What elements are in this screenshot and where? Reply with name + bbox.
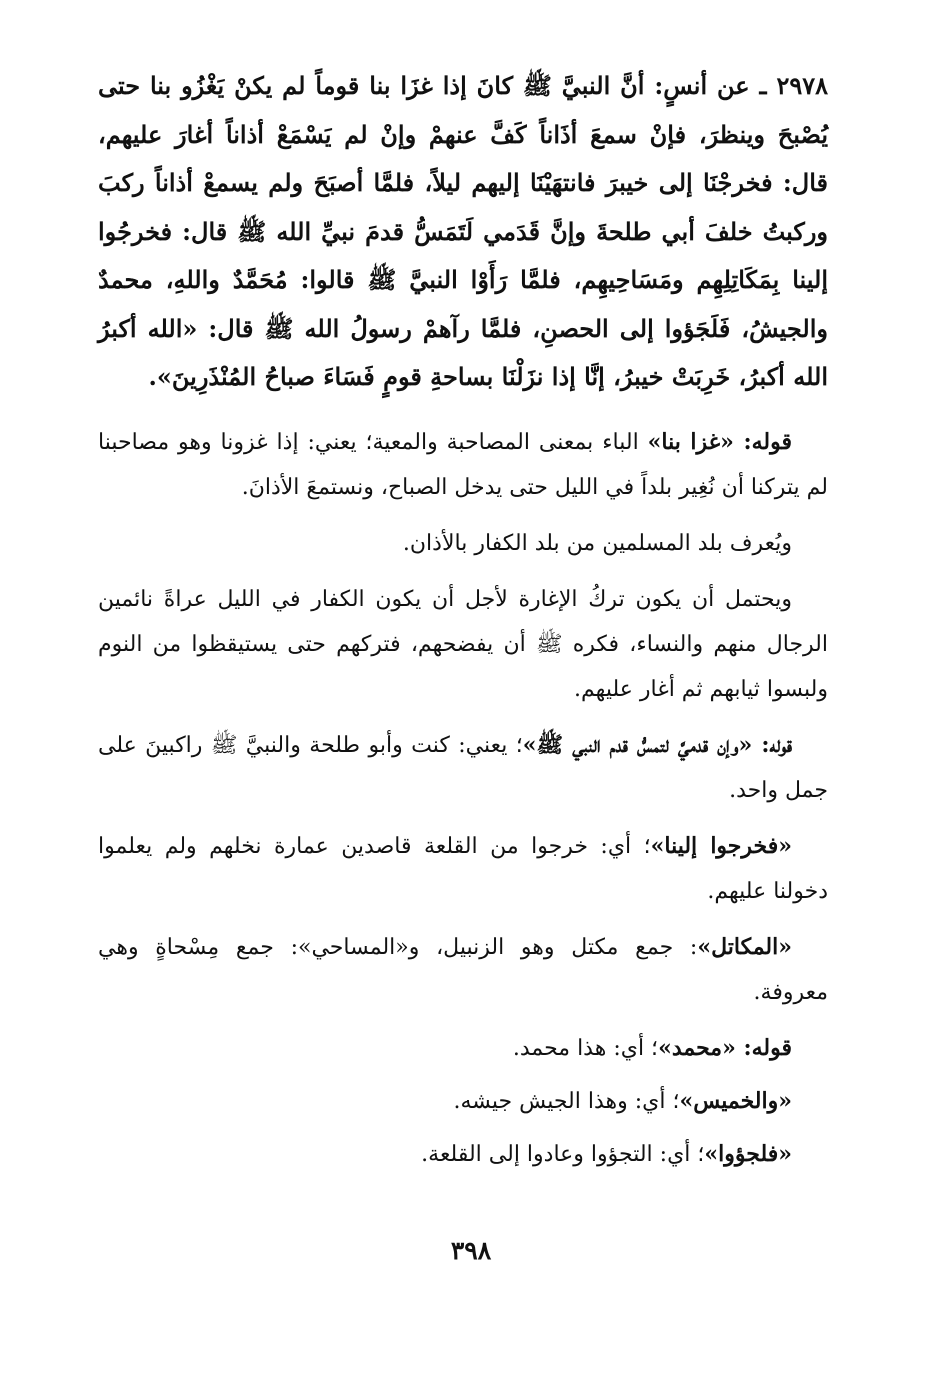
- commentary-paragraph: [98, 925, 828, 1015]
- section-gap: [98, 402, 828, 420]
- explanation-text: ؛ أي: التجؤوا وعادوا إلى القلعة.: [421, 1141, 705, 1167]
- quoted-keyword: «والخميس»: [679, 1087, 792, 1114]
- explanation-text: ويُعرف بلد المسلمين من بلد الكفار بالأذان.: [402, 530, 792, 556]
- explanation-text: ؛ أي: خرجوا من القلعة قاصدين عمارة نخلهم ولم يعلموا دخولنا عليهم.: [98, 833, 828, 904]
- hadith-body: ـ عن أنسٍ: أنَّ النبيَّ ﷺ كانَ إذا غزَا بنا قوماً لم يكنْ يَغْزُو بنا حتى يُصْبحَ وينظرَ، فإنْ سمعَ أذَاناً كَفَّ عنهمْ وإنْ لم يَسْمَعْ أذاناً أغارَ عليهم، قال: فخرجْنَا إلى خيبرَ فانتهَيْنَا إليهم ليلاً، فلمَّا أصبَحَ ولم يسمعْ أذاناً ركبَ وركبتُ خلفَ أبي طلحةَ وإنَّ قَدَمي لَتَمَسُّ قدمَ نبيِّ الله ﷺ قال: فخرجُوا إلينا بِمَكَاتِلِهِم ومَسَاحِيهِم، فلمَّا رَأَوْا النبيَّ ﷺ قالوا: مُحَمَّدٌ واللهِ، محمدٌ والجيشُ، فَلَجَؤوا إلى الحصنِ، فلمَّا رآهمْ رسولُ الله ﷺ قال: «الله أكبرُ الله أكبرُ، خَرِبَتْ خيبرُ، إنَّا إذا نزَلْنَا بساحةِ قومٍ فَسَاءَ صباحُ المُنْذَرِينَ».: [98, 71, 828, 391]
- hadith-number: ٢٩٧٨: [776, 71, 828, 100]
- explanation-text: ؛ أي: وهذا الجيش جيشه.: [453, 1088, 680, 1114]
- qawluhu-label: قوله:: [752, 731, 793, 758]
- commentary-paragraph: [98, 1132, 828, 1177]
- explanation-text: ويحتمل أن يكون تركُ الإغارة لأجل أن يكون الكفار في الليل عراةً نائمين الرجال منهم والنساء، فكره ﷺ أن يفضحهم، فتركهم حتى يستيقظوا من النوم ولبسوا ثيابهم ثم أغار عليهم.: [98, 586, 828, 702]
- explanation-text: ؛ أي: هذا محمد.: [512, 1035, 659, 1061]
- commentary-paragraph: [98, 577, 828, 712]
- quoted-keyword: «محمد»: [658, 1034, 736, 1061]
- commentary-paragraph: [98, 824, 828, 914]
- explanation-text: الباء بمعنى المصاحبة والمعية؛ يعني: إذا غزونا وهو مصاحبنا لم يتركنا أن نُغِير بلداً في الليل حتى يدخل الصباح، ونستمعَ الأذانَ.: [98, 429, 828, 500]
- commentary-paragraph: [98, 1026, 828, 1071]
- commentary-paragraph: [98, 521, 828, 566]
- commentary-paragraph: [98, 420, 828, 510]
- quoted-keyword: «غزا بنا»: [647, 428, 734, 455]
- page-body: [98, 62, 828, 1185]
- qawluhu-label: قوله:: [733, 428, 792, 455]
- hadith-text: [98, 62, 828, 402]
- page-number: ٣٩٨: [450, 1236, 492, 1265]
- explanation-text: : جمع مكتل وهو الزنبيل، و«المساحي»: جمع مِسْحاةٍ وهي معروفة.: [98, 934, 828, 1005]
- commentary-paragraph: [98, 1079, 828, 1124]
- commentary-paragraph: [98, 723, 828, 813]
- quoted-keyword: «وإن قدميَّ لتمسُّ قدم النبي ﷺ»: [522, 731, 753, 758]
- qawluhu-label: قوله:: [735, 1034, 792, 1061]
- quoted-keyword: «المكاتل»: [697, 933, 792, 960]
- quoted-keyword: «فلجؤوا»: [704, 1140, 792, 1167]
- commentary: [98, 420, 828, 1177]
- quoted-keyword: «فخرجوا إلينا»: [650, 832, 792, 859]
- explanation-text: ؛ يعني: كنت وأبو طلحة والنبيَّ ﷺ راكبينَ على جمل واحد.: [98, 732, 828, 803]
